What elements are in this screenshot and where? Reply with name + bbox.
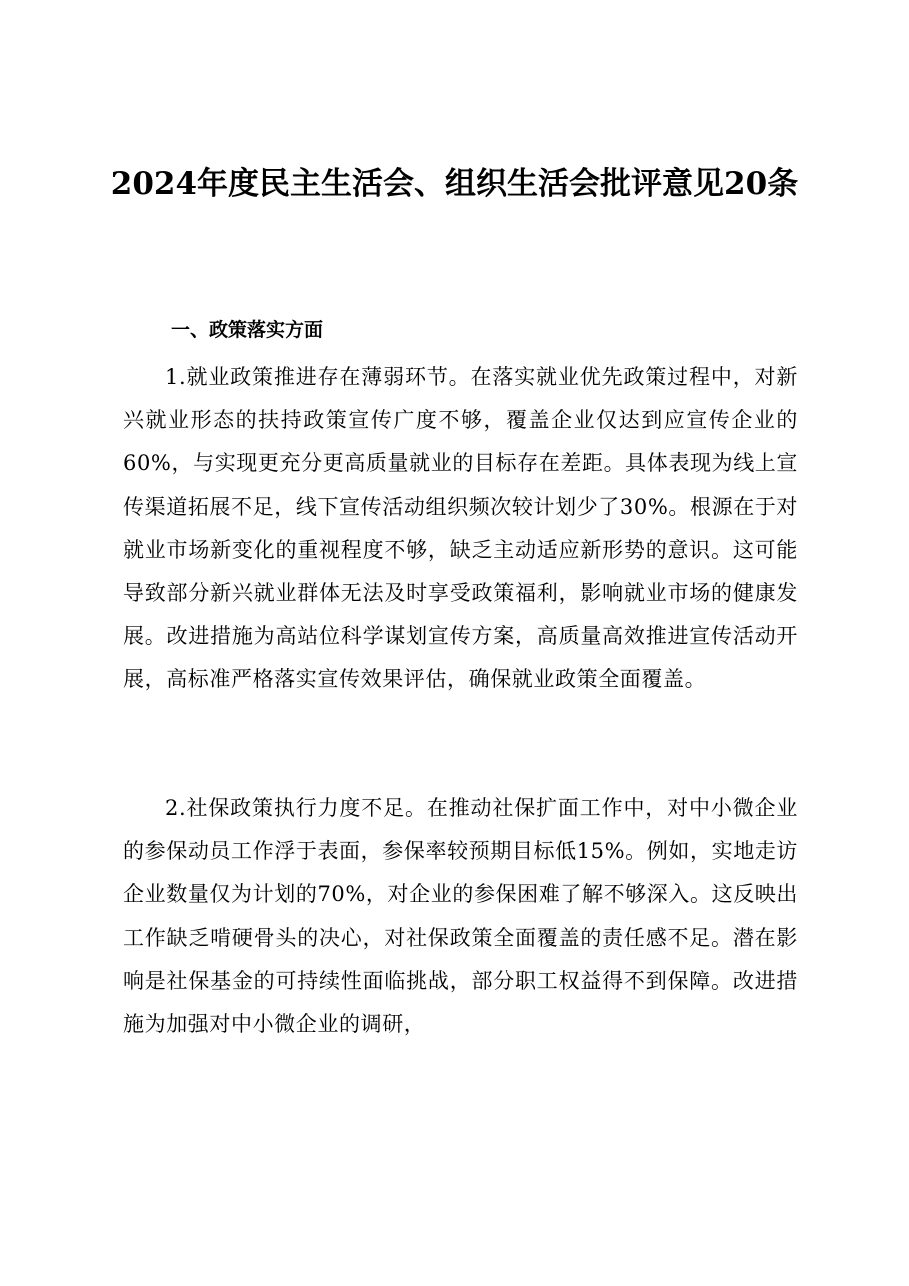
- document-title: 2024年度民主生活会、组织生活会批评意见20条: [110, 166, 799, 202]
- section-heading-policy-implementation: 一、政策落实方面: [171, 319, 324, 341]
- paragraph-employment-policy: 1.就业政策推进存在薄弱环节。在落实就业优先政策过程中，对新兴就业形态的扶持政策宣传广度不够，覆盖企业仅达到应宣传企业的60%，与实现更充分更高质量就业的目标存在差距。具体表现为线上宣传渠道拓展不足，线下宣传活动组织频次较计划少了30%。根源在于对就业市场新变化的重视程度不够，缺乏主动适应新形势的意识。这可能导致部分新兴就业群体无法及时享受政策福利，影响就业市场的健康发展。改进措施为高站位科学谋划宣传方案，高质量高效推进宣传活动开展，高标准严格落实宣传效果评估，确保就业政策全面覆盖。: [123, 365, 798, 692]
- paragraph-social-security-policy: 2.社保政策执行力度不足。在推动社保扩面工作中，对中小微企业的参保动员工作浮于表面，参保率较预期目标低15%。例如，实地走访企业数量仅为计划的70%，对企业的参保困难了解不够深入。这反映出工作缺乏啃硬骨头的决心，对社保政策全面覆盖的责任感不足。潜在影响是社保基金的可持续性面临挑战，部分职工权益得不到保障。改进措施为加强对中小微企业的调研，: [123, 796, 798, 1037]
